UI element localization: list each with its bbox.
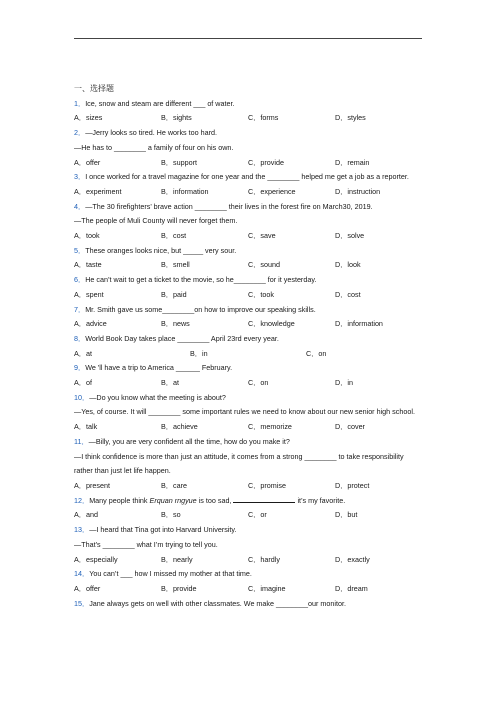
header-rule <box>74 38 422 39</box>
question-2 <box>74 126 424 141</box>
question-3 <box>74 170 424 185</box>
option-a[interactable]: A．of <box>74 378 92 388</box>
question-8 <box>74 332 424 347</box>
option-c[interactable]: C．memorize <box>248 422 292 432</box>
option-c[interactable]: C．hardly <box>248 554 280 564</box>
question-number: 15． <box>74 598 90 608</box>
options-10 <box>74 420 424 435</box>
options-14 <box>74 582 424 597</box>
question-number: 9． <box>74 363 86 373</box>
option-a[interactable]: A．spent <box>74 289 104 299</box>
option-a[interactable]: A．took <box>74 231 100 241</box>
question-stem: it’s my favorite. <box>295 495 346 505</box>
question-number: 2． <box>74 128 86 138</box>
question-number: 13． <box>74 525 90 535</box>
options-6 <box>74 288 424 303</box>
option-b[interactable]: B．smell <box>161 260 190 270</box>
option-b[interactable]: B．at <box>161 378 179 388</box>
question-14 <box>74 567 424 582</box>
option-b[interactable]: B．provide <box>161 583 197 593</box>
question-number: 8． <box>74 333 86 343</box>
options-9 <box>74 376 424 391</box>
option-c[interactable]: C．imagine <box>248 583 286 593</box>
question-stem: —Jerry looks so tired. He works too hard. <box>85 128 218 138</box>
option-a[interactable]: A．advice <box>74 319 107 329</box>
question-stem: —The 30 firefighters’ brave action ________ their lives in the forest fire on March30, 2019. <box>85 201 373 211</box>
question-4 <box>74 200 424 215</box>
option-d[interactable]: D．cover <box>335 422 365 432</box>
option-d[interactable]: D．solve <box>335 231 365 241</box>
option-d[interactable]: D．exactly <box>335 554 370 564</box>
option-b[interactable]: B．cost <box>161 231 187 241</box>
option-d[interactable]: D．dream <box>335 583 368 593</box>
question-stem-continued: —I think confidence is more than just an attitude, it comes from a strong ________ to take responsibility rather than just let life happen. <box>74 451 404 476</box>
option-c[interactable]: C．provide <box>248 157 284 167</box>
question-stem: These oranges looks nice, but _____ very sour. <box>85 245 237 255</box>
question-number: 14． <box>74 569 90 579</box>
option-a[interactable]: A．and <box>74 510 98 520</box>
option-a[interactable]: A．experiment <box>74 186 122 196</box>
question-7 <box>74 303 424 318</box>
question-stem: —I heard that Tina got into Harvard University. <box>89 525 237 535</box>
options-13 <box>74 553 424 568</box>
question-stem: Ice, snow and steam are different ___ of water. <box>85 98 235 108</box>
option-c[interactable]: C．sound <box>248 260 280 270</box>
question-stem: You can’t ___ how I missed my mother at that time. <box>89 569 252 579</box>
question-stem: is too sad, <box>196 495 234 505</box>
option-d[interactable]: D．protect <box>335 480 370 490</box>
question-11 <box>74 435 424 450</box>
option-b[interactable]: B．sights <box>161 113 192 123</box>
option-c[interactable]: C．experience <box>248 186 296 196</box>
option-c[interactable]: C．took <box>248 289 274 299</box>
option-d[interactable]: D．cost <box>335 289 361 299</box>
option-c[interactable]: C．forms <box>248 113 279 123</box>
option-d[interactable]: D．but <box>335 510 358 520</box>
option-b[interactable]: B．achieve <box>161 422 198 432</box>
option-d[interactable]: D．look <box>335 260 361 270</box>
option-a[interactable]: A．sizes <box>74 113 103 123</box>
options-12 <box>74 508 424 523</box>
question-number: 10． <box>74 392 90 402</box>
options-4 <box>74 229 424 244</box>
question-number: 7． <box>74 304 86 314</box>
option-c[interactable]: C．on <box>306 348 327 358</box>
question-1 <box>74 97 424 112</box>
option-a[interactable]: A．at <box>74 348 92 358</box>
option-b[interactable]: B．so <box>161 510 181 520</box>
question-stem: He can’t wait to get a ticket to the movie, so he________ for it yesterday. <box>85 275 317 285</box>
option-b[interactable]: B．care <box>161 480 187 490</box>
option-d[interactable]: D．instruction <box>335 186 381 196</box>
question-number: 4． <box>74 201 86 211</box>
question-13 <box>74 523 424 538</box>
option-d[interactable]: D．information <box>335 319 383 329</box>
question-stem: Jane always gets on well with other classmates. We make ________our monitor. <box>89 598 346 608</box>
question-stem: World Book Day takes place ________ April 23rd every year. <box>85 333 279 343</box>
question-number: 11． <box>74 436 89 446</box>
option-d[interactable]: D．in <box>335 378 353 388</box>
question-stem-continued: —He has to ________ a family of four on his own. <box>74 142 234 152</box>
option-d[interactable]: D．styles <box>335 113 366 123</box>
option-a[interactable]: A．talk <box>74 422 98 432</box>
question-5 <box>74 244 424 259</box>
options-7 <box>74 317 424 332</box>
option-b[interactable]: B．support <box>161 157 197 167</box>
question-number: 12． <box>74 495 90 505</box>
option-a[interactable]: A．offer <box>74 583 101 593</box>
question-9 <box>74 361 424 376</box>
options-11 <box>74 479 424 494</box>
options-5 <box>74 258 424 273</box>
question-stem: Many people think <box>89 495 150 505</box>
question-list <box>74 82 424 611</box>
option-a[interactable]: A．especially <box>74 554 118 564</box>
options-1 <box>74 111 424 126</box>
question-number: 5． <box>74 245 86 255</box>
song-title: Erquan rngyue <box>149 495 197 505</box>
option-d[interactable]: D．remain <box>335 157 370 167</box>
question-stem: I once worked for a travel magazine for one year and the ________ helped me get a job as a reporter. <box>85 172 409 182</box>
question-15 <box>74 597 424 612</box>
question-6 <box>74 273 424 288</box>
question-number: 6． <box>74 275 86 285</box>
question-10 <box>74 391 424 406</box>
question-stem: —Billy, you are very confident all the time, how do you make it? <box>88 436 290 446</box>
answer-blank <box>233 494 295 503</box>
options-3 <box>74 185 424 200</box>
question-stem-continued: —The people of Muli County will never forget them. <box>74 216 238 226</box>
section-title: 一、选择题 <box>74 84 114 93</box>
option-a[interactable]: A．taste <box>74 260 102 270</box>
question-number: 3． <box>74 172 86 182</box>
options-2 <box>74 156 424 171</box>
option-b[interactable]: B．in <box>190 348 208 358</box>
option-c[interactable]: C．or <box>248 510 267 520</box>
option-a[interactable]: A．present <box>74 480 110 490</box>
options-8 <box>74 347 424 362</box>
option-b[interactable]: B．paid <box>161 289 187 299</box>
option-b[interactable]: B．information <box>161 186 209 196</box>
option-c[interactable]: C．promise <box>248 480 286 490</box>
question-12 <box>74 494 424 509</box>
question-stem-continued: —Yes, of course. It will ________ some important rules we need to know about our new senior high school. <box>74 407 415 417</box>
question-stem: We 'll have a trip to America ______ February. <box>85 363 233 373</box>
option-c[interactable]: C．save <box>248 231 276 241</box>
question-stem-continued: —That’s ________ what I’m trying to tell you. <box>74 539 218 549</box>
question-number: 1． <box>74 98 86 108</box>
question-stem: Mr. Smith gave us some________on how to improve our speaking skills. <box>85 304 316 314</box>
option-a[interactable]: A．offer <box>74 157 101 167</box>
option-c[interactable]: C．knowledge <box>248 319 295 329</box>
option-c[interactable]: C．on <box>248 378 269 388</box>
question-stem: —Do you know what the meeting is about? <box>89 392 226 402</box>
option-b[interactable]: B．nearly <box>161 554 193 564</box>
option-b[interactable]: B．news <box>161 319 190 329</box>
